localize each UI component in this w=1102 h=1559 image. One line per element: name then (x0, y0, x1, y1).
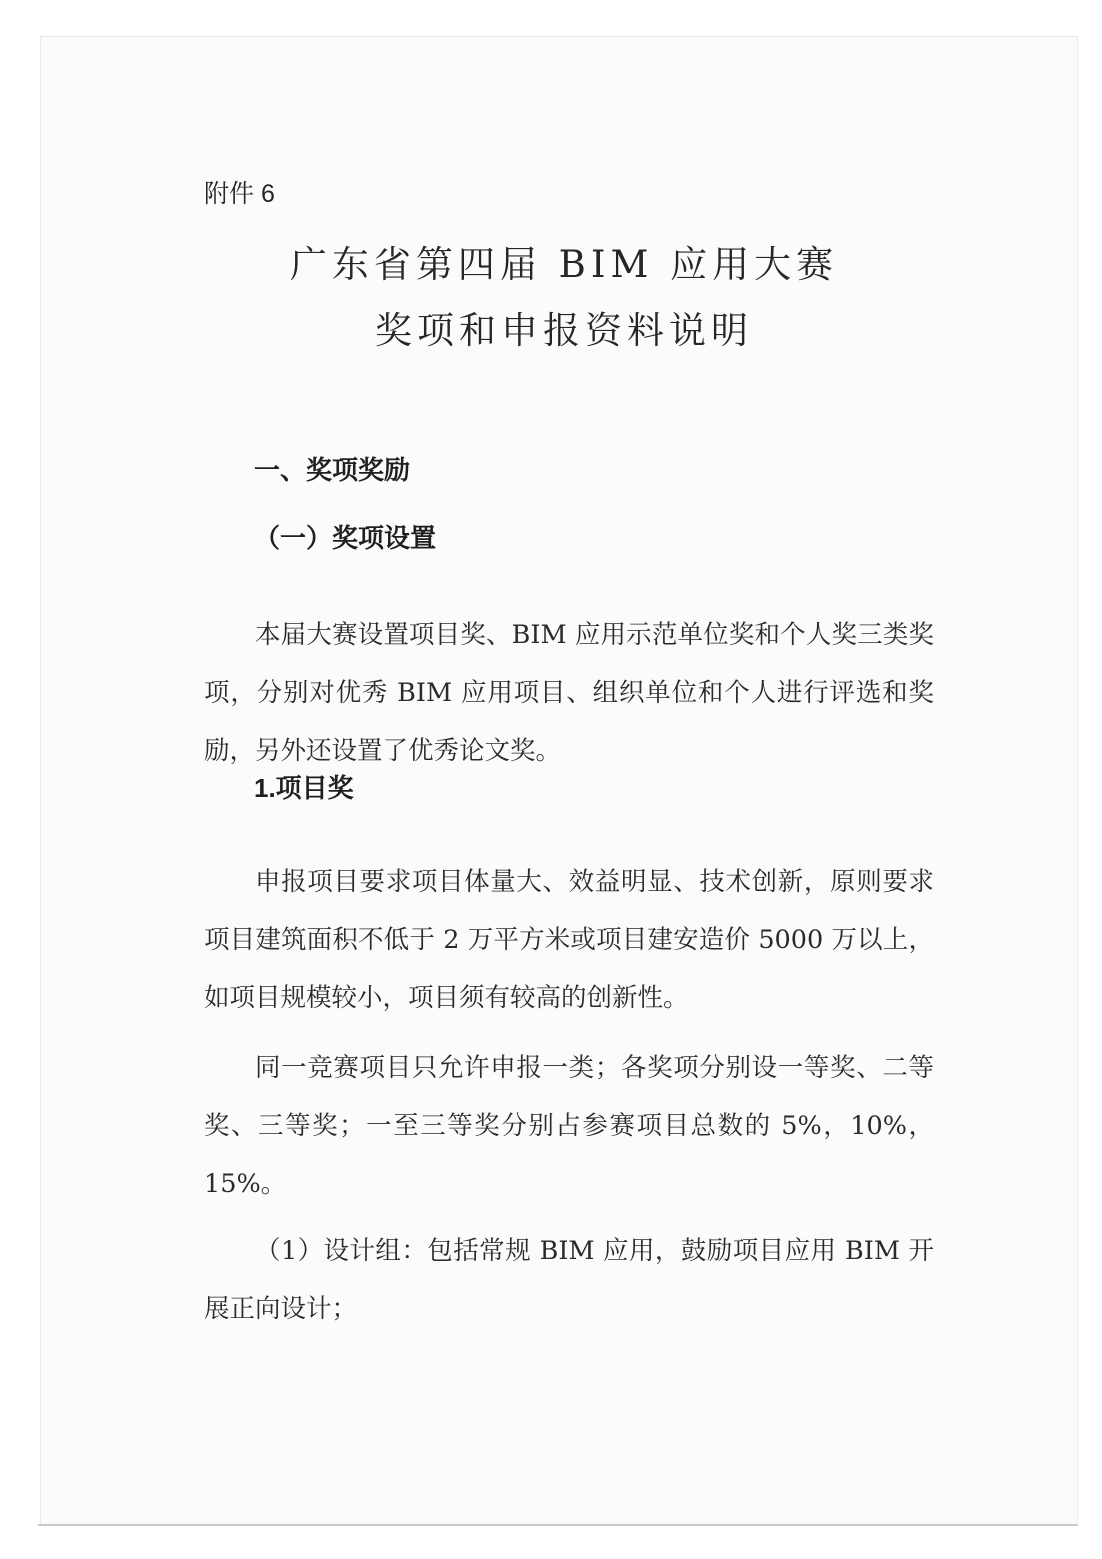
item-heading-project-award: 1.项目奖 (254, 773, 354, 803)
document-title-line-1: 广东省第四届 BIM 应用大赛 (289, 243, 839, 286)
paragraph-project-requirements: 申报项目要求项目体量大、效益明显、技术创新，原则要求项目建筑面积不低于 2 万平方米或项目建安造价 5000 万以上，如项目规模较小，项目须有较高的创新性。 (204, 866, 934, 1013)
document-title-line-2: 奖项和申报资料说明 (375, 309, 753, 352)
paragraph-design-group: （1）设计组：包括常规 BIM 应用，鼓励项目应用 BIM 开展正向设计； (204, 1235, 934, 1324)
paragraph-award-levels: 同一竞赛项目只允许申报一类；各奖项分别设一等奖、二等奖、三等奖；一至三等奖分别占参赛项目总数的 5%，10%，15%。 (204, 1052, 934, 1199)
section-heading-awards: 一、奖项奖励 (254, 455, 411, 485)
subsection-heading-award-setup: （一）奖项设置 (254, 523, 437, 553)
paragraph-award-categories: 本届大赛设置项目奖、BIM 应用示范单位奖和个人奖三类奖项，分别对优秀 BIM 应用项目、组织单位和个人进行评选和奖励，另外还设置了优秀论文奖。 (204, 619, 934, 766)
attachment-label: 附件 6 (204, 180, 275, 208)
page-bottom-rule (38, 1524, 1078, 1526)
